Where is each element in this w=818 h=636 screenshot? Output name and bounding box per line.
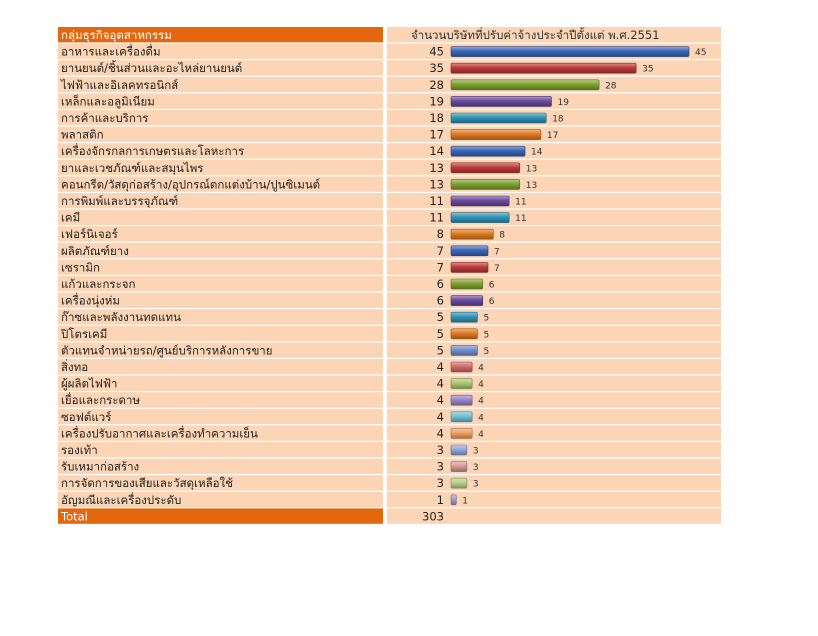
category-label: อาหารและเครื่องดื่ม (61, 44, 161, 59)
bar-data-label: 14 (531, 147, 543, 158)
value-label: 5 (436, 343, 444, 358)
category-label: เยื่อและกระดาษ (61, 393, 141, 408)
value-label: 4 (436, 360, 444, 374)
total-value: 303 (422, 509, 444, 524)
category-label: เฟอร์นิเจอร์ (61, 227, 118, 242)
category-cell (58, 359, 383, 374)
bar-data-label: 11 (515, 197, 527, 208)
category-label: พลาสติก (61, 127, 104, 142)
category-label: เหล็กและอลูมิเนียม (61, 94, 155, 109)
bar-data-label: 28 (605, 81, 617, 92)
bar-data-label: 3 (472, 463, 479, 474)
bar (451, 445, 467, 455)
bar (451, 296, 483, 306)
bar-data-label: 4 (478, 363, 484, 374)
bar (451, 312, 477, 322)
bar (451, 345, 477, 355)
bar (451, 213, 509, 223)
bar (451, 262, 488, 272)
bar-data-label: 1 (462, 496, 469, 507)
value-label: 17 (429, 127, 444, 142)
value-label: 4 (436, 393, 444, 408)
bar (451, 196, 509, 206)
bar-data-label: 4 (478, 380, 484, 391)
category-label: การพิมพ์และบรรจุภัณฑ์ (61, 194, 179, 208)
category-label: เครื่องนุ่งห่ม (61, 293, 120, 308)
bar (451, 279, 483, 289)
value-label: 35 (429, 61, 444, 76)
value-label: 1 (436, 492, 444, 507)
category-label: รับเหมาก่อสร้าง (61, 459, 140, 474)
bar (451, 179, 520, 189)
bar (451, 362, 472, 372)
bar (451, 80, 599, 90)
bar (451, 428, 472, 438)
value-label: 13 (429, 177, 444, 192)
value-label: 6 (436, 293, 444, 308)
value-label: 5 (436, 326, 444, 341)
category-label: สิ่งทอ (61, 360, 89, 374)
category-cell (58, 210, 383, 225)
bar-data-label: 6 (488, 280, 495, 291)
category-label: ยานยนต์/ชิ้นส่วนและอะไหล่ยานยนต์ (61, 61, 243, 76)
category-cell (58, 127, 383, 142)
bar-data-label: 35 (642, 64, 654, 75)
total-label: Total (61, 509, 88, 524)
bar-data-label: 3 (472, 479, 479, 490)
bar (451, 246, 488, 256)
value-label: 3 (436, 459, 444, 474)
category-cell (58, 442, 383, 457)
bar-data-label: 45 (695, 48, 707, 59)
category-label: แก้วและกระจก (61, 277, 136, 291)
bar-data-label: 8 (499, 230, 506, 241)
bar-data-label: 6 (488, 297, 495, 308)
bar (451, 379, 472, 389)
value-label: 4 (436, 409, 444, 424)
bar-data-label: 18 (552, 114, 564, 125)
value-label: 11 (429, 210, 444, 225)
category-label: ผู้ผลิตไฟฟ้า (61, 376, 118, 391)
value-label: 28 (429, 77, 444, 92)
category-label: ไฟฟ้าและอิเลคทรอนิกส์ (61, 77, 179, 92)
category-label: รองเท้า (61, 443, 98, 457)
category-label: การจัดการของเสียและวัสดุเหลือใช้ (61, 476, 233, 491)
bar (451, 113, 546, 123)
value-label: 18 (429, 111, 444, 125)
bar-data-label: 4 (478, 413, 484, 424)
bar (451, 163, 520, 173)
category-label: เครื่องปรับอากาศและเครื่องทำความเย็น (61, 426, 258, 441)
value-label: 7 (436, 243, 444, 258)
value-label: 7 (436, 260, 444, 275)
category-label: ตัวแทนจำหน่ายรถ/ศูนย์บริการหลังการขาย (61, 343, 273, 358)
header-value-label: จำนวนบริษัทที่ปรับค่าจ้างประจำปีตั้งแต่ พ.ศ.2551 (411, 28, 660, 42)
bar (451, 229, 493, 239)
bar-data-label: 3 (472, 446, 479, 457)
value-label: 3 (436, 443, 444, 457)
bar (451, 462, 467, 472)
bar-data-label: 7 (494, 247, 500, 258)
category-label: ก๊าซและพลังงานทดแทน (61, 310, 181, 325)
bar (451, 130, 541, 140)
value-label: 19 (429, 94, 444, 109)
value-label: 6 (436, 277, 444, 291)
value-label: 3 (436, 476, 444, 491)
value-label: 11 (429, 194, 444, 208)
bar-data-label: 5 (483, 330, 490, 341)
category-label: ยาและเวชภัณฑ์และสมุนไพร (61, 160, 204, 175)
category-cell (58, 259, 383, 274)
total-label-cell (58, 508, 383, 523)
bar-data-label: 5 (483, 313, 490, 324)
value-label: 8 (436, 227, 444, 242)
category-label: เซรามิก (61, 260, 100, 275)
category-label: ซอฟต์แวร์ (61, 409, 112, 424)
bar-data-label: 13 (525, 180, 538, 191)
bar (451, 47, 689, 57)
bar (451, 495, 456, 505)
bar (451, 412, 472, 422)
bar (451, 63, 636, 73)
bar (451, 395, 472, 405)
bar (451, 96, 551, 106)
bar-data-label: 7 (494, 263, 500, 274)
bar-data-label: 4 (478, 429, 484, 440)
value-label: 45 (429, 44, 444, 59)
category-label: อัญมณีและเครื่องประดับ (61, 492, 182, 507)
category-label: ผลิตภัณฑ์ยาง (61, 243, 129, 258)
category-label: การค้าและบริการ (61, 111, 149, 125)
value-label: 14 (429, 144, 444, 159)
bar-data-label: 13 (525, 164, 538, 175)
bar-data-label: 19 (557, 97, 569, 108)
bar-data-label: 4 (478, 396, 484, 407)
category-label: ปิโตรเคมี (61, 326, 108, 341)
category-label: คอนกรีต/วัสดุก่อสร้าง/อุปกรณ์ตกแต่งบ้าน/ปูนซิเมนต์ (61, 177, 321, 192)
bar (451, 146, 525, 156)
bar-data-label: 11 (515, 214, 527, 225)
value-label: 5 (436, 310, 444, 325)
value-label: 13 (429, 160, 444, 175)
bar-data-label: 5 (483, 346, 490, 357)
header-category-label: กลุ่มธุรกิจอุตสาหกรรม (61, 28, 172, 42)
category-label: เครื่องจักรกลการเกษตรและโลหะการ (61, 144, 245, 159)
bar (451, 478, 467, 488)
value-label: 4 (436, 426, 444, 441)
value-label: 4 (436, 376, 444, 391)
bar-data-label: 17 (546, 131, 559, 142)
bar (451, 329, 477, 339)
category-label: เคมี (61, 210, 81, 225)
